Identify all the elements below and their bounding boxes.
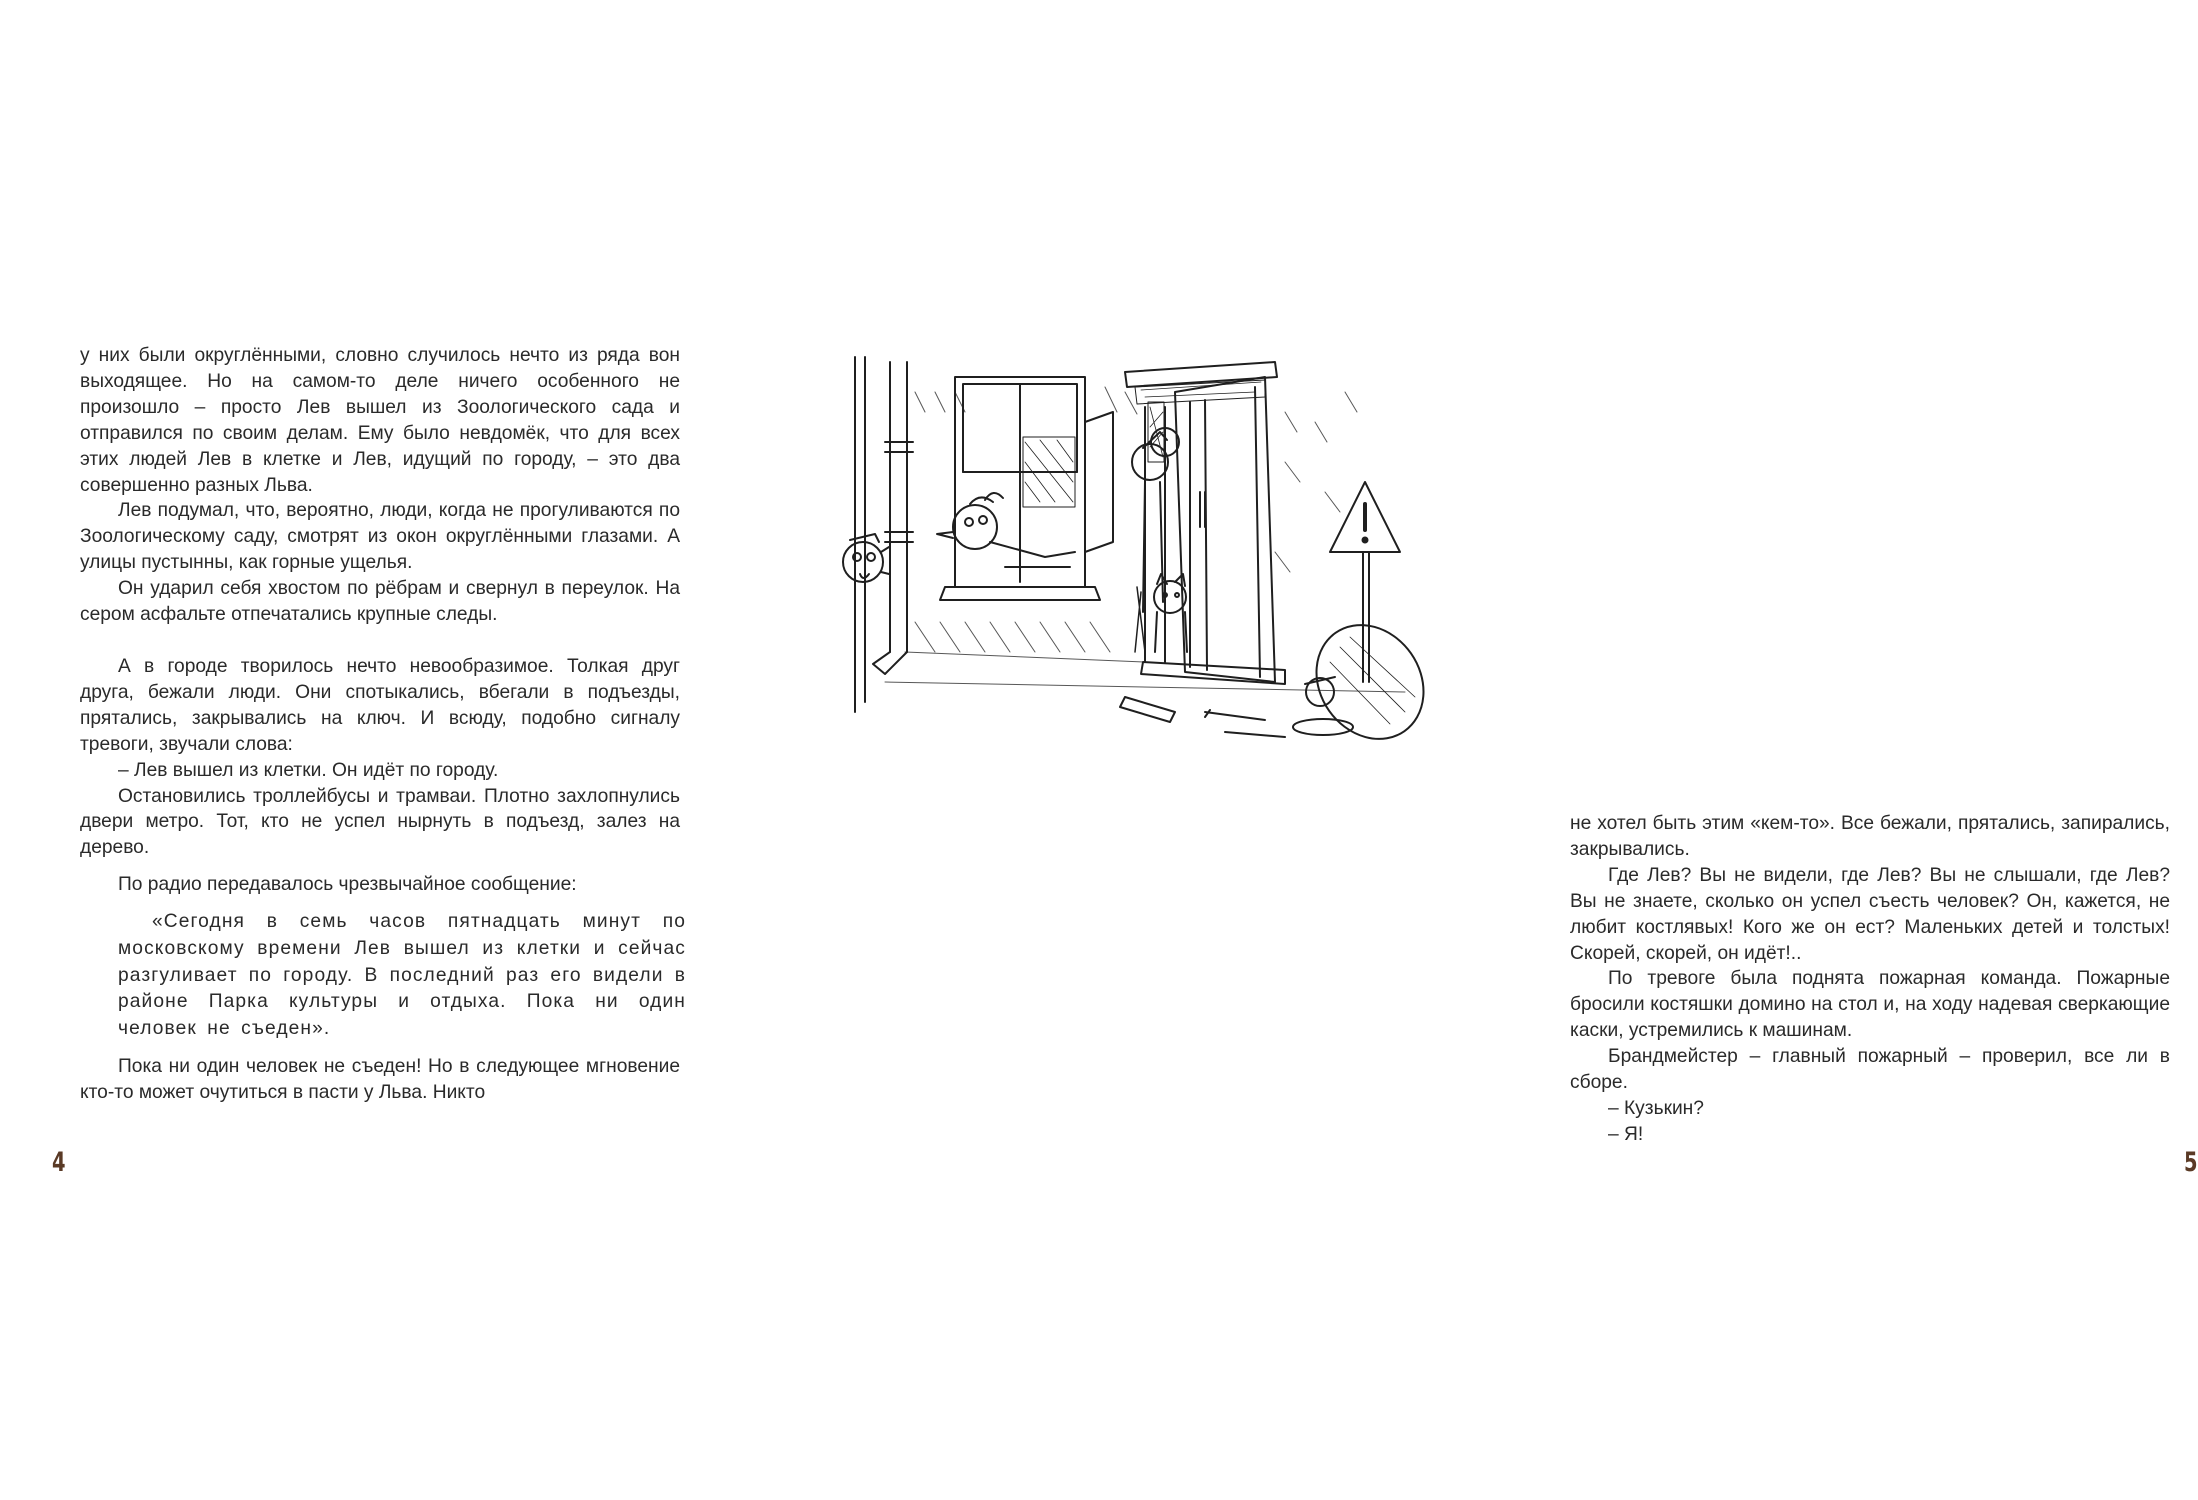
dialogue-line: – Лев вышел из клетки. Он идёт по городу.	[118, 759, 499, 781]
dialogue-line: – Кузькин?	[1608, 1097, 1704, 1119]
right-text-column	[1570, 811, 2170, 1148]
open-door	[1141, 377, 1285, 684]
drainpipe	[855, 357, 913, 712]
paragraph: А в городе творилось нечто невообразимое. Толкая друг друга, бежали люди. Они спотыкались, вбегали в подъезды, прятались, закрывались на ключ. И всюду, подобно сигналу тревоги, звучали слова:	[80, 655, 680, 755]
page-number: 4	[52, 1147, 66, 1178]
paragraph: Он ударил себя хвостом по рёбрам и свернул в переулок. На сером асфальте отпечатались крупные следы.	[80, 578, 680, 626]
paragraph: не хотел быть этим «кем-то». Все бежали, прятались, запирались, закрывались.	[1570, 813, 2170, 860]
spacer	[80, 898, 680, 909]
paragraph: Остановились троллейбусы и трамваи. Плотно захлопнулись двери метро. Тот, кто не успел нырнуть в подъезд, залез на дерево.	[80, 785, 680, 859]
radio-announcement-quote	[80, 909, 686, 1043]
paragraph: Лев подумал, что, вероятно, люди, когда не прогуливаются по Зоологическому саду, смотрят из окон округлёнными глазами. А улицы пустынны, как горные ущелья.	[80, 500, 680, 574]
dropped-tools	[1120, 697, 1285, 737]
paragraph: Брандмейстер – главный пожарный – проверил, все ли в сборе.	[1570, 1046, 2170, 1094]
ink-sketch-svg	[845, 352, 1430, 757]
dialogue-line: – Я!	[1608, 1123, 1644, 1145]
paragraph: Где Лев? Вы не видели, где Лев? Вы не слышали, где Лев? Вы не знаете, сколько он успел съесть человек? Он, кажется, не любит костлявых! Кого же он ест? Маленьких детей и толстых! Скорей, скорей, он идёт!..	[1570, 864, 2170, 964]
paragraph: Пока ни один человек не съеден! Но в следующее мгновение кто-то может очутиться в пасти у Льва. Никто	[80, 1055, 680, 1103]
page-number: 5	[2184, 1147, 2198, 1178]
paragraph: у них были округлёнными, словно случилось нечто из ряда вон выходящее. Но на самом-то деле ничего особенного не произошло – просто Лев вышел из Зоологического сада и отправился по своим делам. Ему было невдомёк, что для всех этих людей Лев в клетке и Лев, идущий по городу, – это два совершенно разных Льва.	[80, 345, 680, 496]
left-text-column	[80, 343, 686, 1105]
section-gap	[80, 628, 680, 654]
paragraph: По радио передавалось чрезвычайное сообщение:	[118, 874, 577, 896]
paragraph: По тревоге была поднята пожарная команда. Пожарные бросили костяшки домино на стол и, на ходу надевая сверкающие каски, устремились к машинам.	[1570, 968, 2170, 1042]
quote-text: «Сегодня в семь часов пятнадцать минут по московскому времени Лев вышел из клетки и сейчас разгуливает по городу. В последний раз его видели в районе Парка культуры и отдыха. Пока ни один человек не съеден».	[118, 911, 686, 1039]
girl-in-window	[937, 493, 1075, 567]
spacer	[80, 861, 680, 872]
spacer	[80, 1043, 680, 1054]
left-page	[0, 0, 750, 1500]
street-scene-illustration	[845, 352, 1430, 757]
